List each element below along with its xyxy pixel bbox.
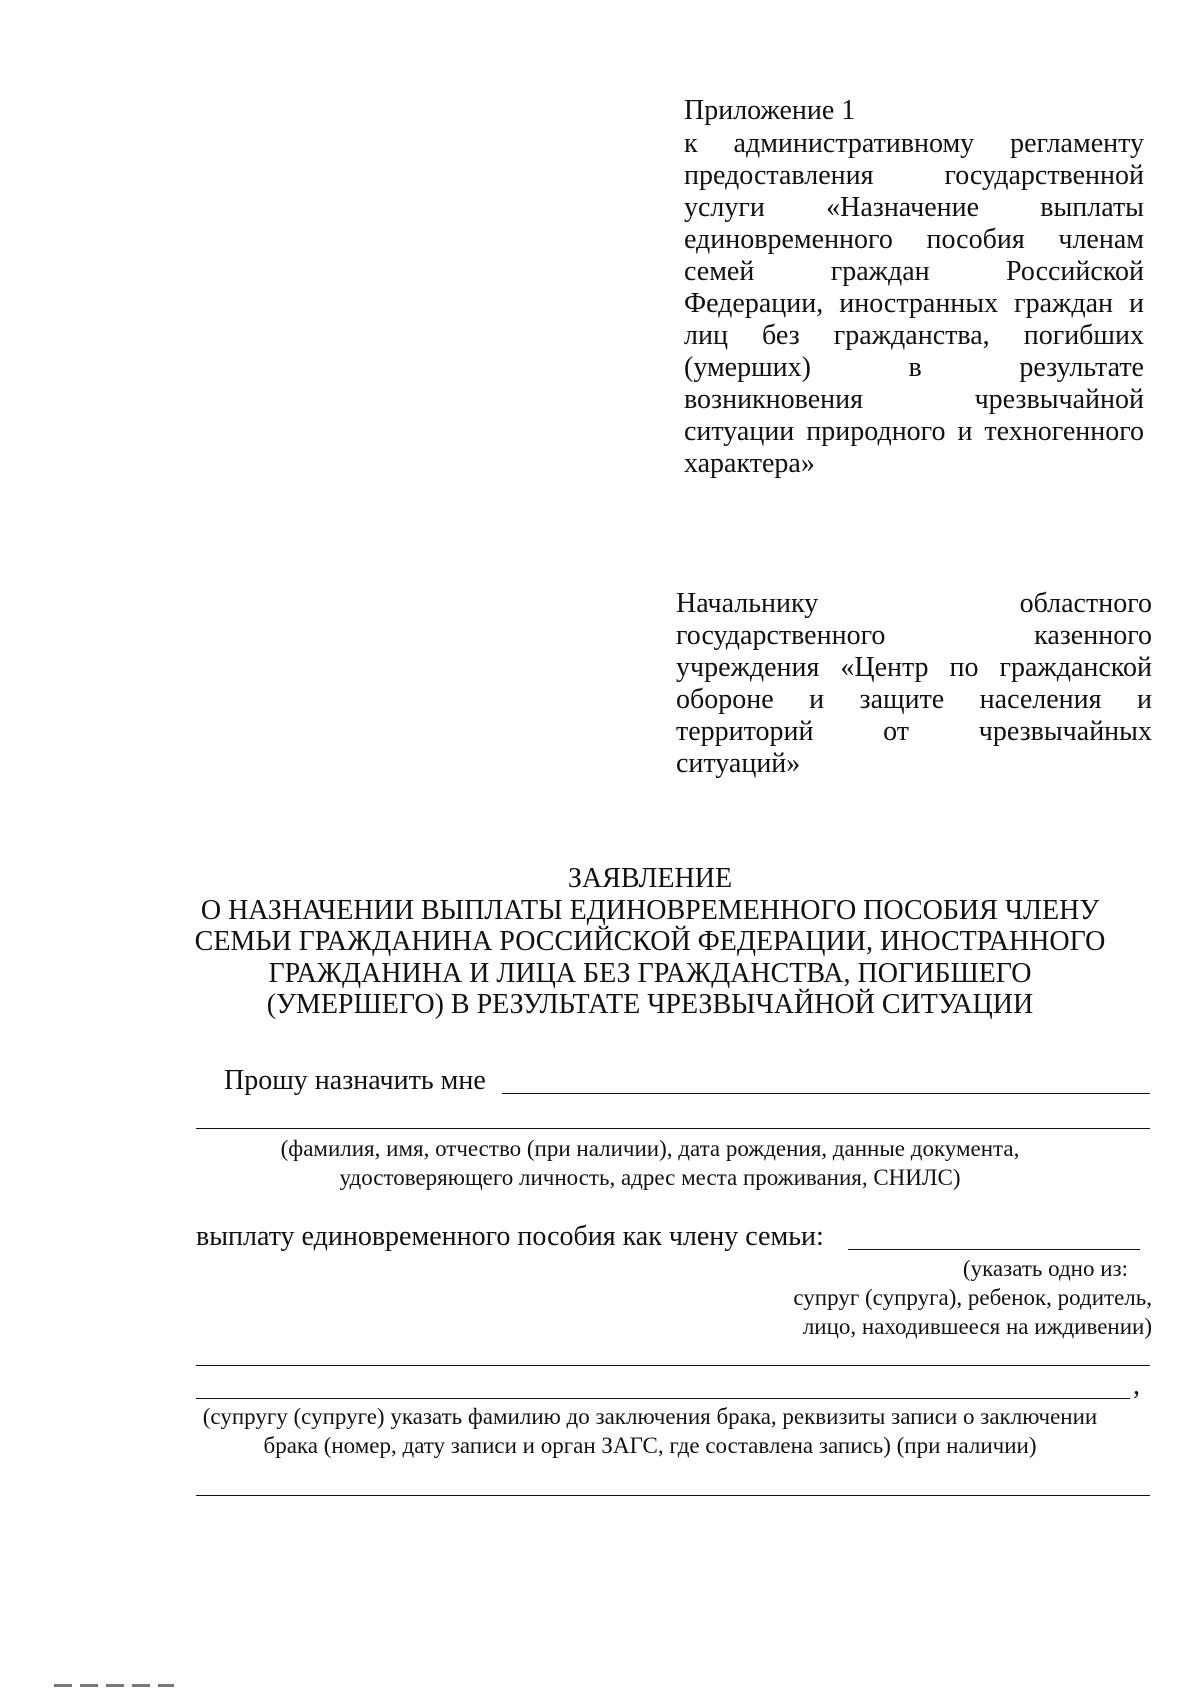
addressee-line	[676, 716, 1152, 748]
heading-title: ЗАЯВЛЕНИЕ	[567, 863, 733, 894]
appendix-title: Приложение 1	[684, 95, 856, 126]
appendix-word: «Назначение	[826, 192, 980, 223]
addressee-word: от	[883, 716, 910, 747]
addressee-word: по	[949, 652, 979, 683]
line-comma: ,	[1133, 1370, 1140, 1401]
addressee-line	[676, 652, 1152, 684]
addressee-word: Начальнику	[676, 588, 819, 619]
appendix-word: результате	[1019, 352, 1144, 383]
appendix-word: регламенту	[1010, 128, 1144, 159]
spouse-caption-line: брака (номер, дату записи и орган ЗАГС, где составлена запись) (при наличии)	[263, 1433, 1037, 1458]
family-label: выплату единовременного пособия как члену семьи:	[196, 1221, 824, 1252]
appendix-word: гражданства,	[833, 320, 990, 351]
appendix-word: Российской	[1006, 256, 1144, 287]
appendix-word: административному	[733, 128, 975, 159]
applicant-details-field[interactable]	[196, 1128, 1150, 1129]
heading-line: (УМЕРШЕГО) В РЕЗУЛЬТАТЕ ЧРЕЗВЫЧАЙНОЙ СИТУАЦИИ	[266, 989, 1034, 1020]
family-caption-line: лицо, находившееся на иждивении)	[802, 1314, 1152, 1339]
document-heading	[150, 863, 1150, 1021]
addressee-line	[676, 684, 1152, 716]
appendix-line	[684, 224, 1144, 256]
appendix-word: (умерших)	[684, 352, 811, 383]
appendix-line	[684, 160, 1144, 192]
applicant-name-field[interactable]	[502, 1093, 1150, 1094]
appendix-word: чрезвычайной	[974, 384, 1144, 415]
appendix-word: Федерации,	[684, 288, 824, 319]
appendix-word: единовременного	[684, 224, 893, 255]
appendix-word: семей	[684, 256, 755, 287]
addressee-word: «Центр	[840, 652, 929, 683]
appendix-word: к	[684, 128, 698, 159]
appendix-word: предоставления	[684, 160, 874, 191]
addressee-word: казенного	[1034, 620, 1152, 651]
family-caption-line: (указать одно из:	[962, 1256, 1128, 1281]
appendix-word: услуги	[684, 192, 765, 223]
scan-artifact	[54, 1684, 174, 1687]
appendix-word: лиц	[684, 320, 728, 351]
addressee-word: гражданской	[999, 652, 1152, 683]
appendix-word: природного	[806, 416, 946, 447]
heading-line: СЕМЬИ ГРАЖДАНИНА РОССИЙСКОЙ ФЕДЕРАЦИИ, ИНОСТРАННОГО	[194, 926, 1106, 957]
appendix-word: ситуации	[684, 416, 795, 447]
family-caption-line: супруг (супруга), ребенок, родитель,	[793, 1285, 1152, 1310]
appendix-word: погибших	[1023, 320, 1144, 351]
addressee-line	[676, 620, 1152, 652]
appendix-line	[684, 288, 1144, 320]
addressee-line	[676, 588, 1152, 620]
appendix-line	[684, 128, 1144, 160]
addressee-word: и	[809, 684, 825, 715]
appendix-text	[684, 128, 1144, 480]
addressee-word: населения	[979, 684, 1102, 715]
appendix-word: и	[1129, 288, 1144, 319]
addressee-word: учреждения	[676, 652, 820, 683]
family-relation-field[interactable]	[848, 1249, 1140, 1250]
appendix-line	[684, 448, 1144, 480]
addressee-word: областного	[1019, 588, 1152, 619]
appendix-word: выплаты	[1040, 192, 1144, 223]
addressee-text	[676, 588, 1152, 780]
addressee-word: чрезвычайных	[978, 716, 1152, 747]
spouse-info-field-3[interactable]	[196, 1495, 1150, 1496]
appendix-word: техногенного	[984, 416, 1144, 447]
addressee-word: защите	[859, 684, 945, 715]
appendix-word: без	[762, 320, 800, 351]
applicant-caption-line: удостоверяющего личность, адрес места проживания, СНИЛС)	[339, 1165, 961, 1190]
appendix-word: граждан	[1014, 288, 1114, 319]
appendix-word: иностранных	[839, 288, 999, 319]
appendix-block	[684, 94, 1144, 480]
appendix-word: пособия	[926, 224, 1025, 255]
spouse-info-field-1[interactable]	[196, 1365, 1150, 1366]
appendix-line	[684, 416, 1144, 448]
request-label: Прошу назначить мне	[224, 1065, 486, 1096]
appendix-word: граждан	[830, 256, 930, 287]
addressee-word: государственного	[676, 620, 886, 651]
appendix-line	[684, 192, 1144, 224]
appendix-word: возникновения	[684, 384, 863, 415]
heading-line: ГРАЖДАНИНА И ЛИЦА БЕЗ ГРАЖДАНСТВА, ПОГИБШЕГО	[268, 957, 1032, 989]
appendix-word: в	[908, 352, 922, 383]
appendix-word: государственной	[944, 160, 1144, 191]
appendix-word: членам	[1058, 224, 1144, 255]
appendix-word: и	[957, 416, 973, 447]
appendix-word: характера»	[684, 448, 815, 479]
addressee-word: ситуаций»	[676, 748, 801, 779]
addressee-line	[676, 748, 1152, 780]
appendix-line	[684, 320, 1144, 352]
appendix-line	[684, 256, 1144, 288]
spouse-info-field-2[interactable]	[196, 1398, 1130, 1399]
addressee-word: территорий	[676, 716, 814, 747]
addressee-word: и	[1136, 684, 1152, 715]
spouse-caption-line: (супругу (супруге) указать фамилию до заключения брака, реквизиты записи о заключении	[202, 1404, 1098, 1429]
addressee-block	[676, 588, 1152, 780]
applicant-caption-line: (фамилия, имя, отчество (при наличии), дата рождения, данные документа,	[280, 1136, 1020, 1161]
appendix-line	[684, 352, 1144, 384]
heading-line: О НАЗНАЧЕНИИ ВЫПЛАТЫ ЕДИНОВРЕМЕННОГО ПОСОБИЯ ЧЛЕНУ	[200, 894, 1100, 926]
addressee-word: обороне	[676, 684, 774, 715]
appendix-line	[684, 384, 1144, 416]
